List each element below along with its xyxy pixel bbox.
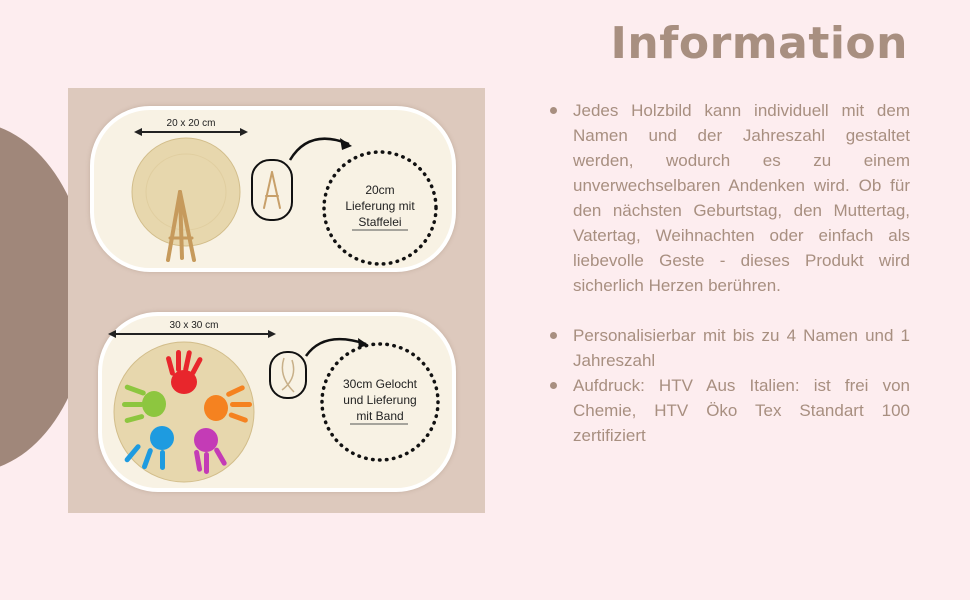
dimension-arrow [134, 128, 248, 136]
badge-line: Lieferung mit [345, 199, 415, 213]
dimension-label: 30 x 30 cm [169, 320, 219, 331]
badge-line: mit Band [356, 409, 404, 423]
info-bullet-list [545, 98, 910, 448]
badge-line: Staffelei [358, 215, 402, 229]
dimension-label: 20 x 20 cm [166, 118, 216, 129]
curved-arrow-icon [290, 139, 349, 160]
page-title: Information [610, 18, 908, 69]
info-bullet: Aufdruck: HTV Aus Italien: ist frei von Chemie, HTV Öko Tex Standart 100 zertifiziert [545, 373, 910, 448]
dimension-arrow [108, 330, 276, 338]
badge-line: und Lieferung [343, 393, 417, 407]
product-card-20cm [90, 106, 456, 272]
ribbon-thumbnail-icon [270, 352, 306, 398]
easel-thumbnail-icon [252, 160, 292, 220]
badge-line: 30cm Gelocht [342, 377, 418, 391]
wooden-disc [114, 342, 254, 482]
badge-line: 20cm [365, 183, 395, 197]
product-image-panel [68, 88, 485, 513]
info-bullet: Jedes Holzbild kann individuell mit dem Namen und der Jahreszahl gestaltet werden, wodurch es zu einem unverwechselbaren Andenken wird. Ob für den nächsten Geburtstag, den Muttertag, Vatertag, Weihnachten oder einfach als liebevolle Geste - dieses Produkt wird sicherlich Herzen berühren. [545, 98, 910, 298]
product-illustration-30cm [102, 316, 460, 496]
product-illustration-20cm [94, 110, 460, 276]
product-card-30cm [98, 312, 456, 492]
info-bullet: Personalisierbar mit bis zu 4 Namen und 1 Jahreszahl [545, 323, 910, 373]
